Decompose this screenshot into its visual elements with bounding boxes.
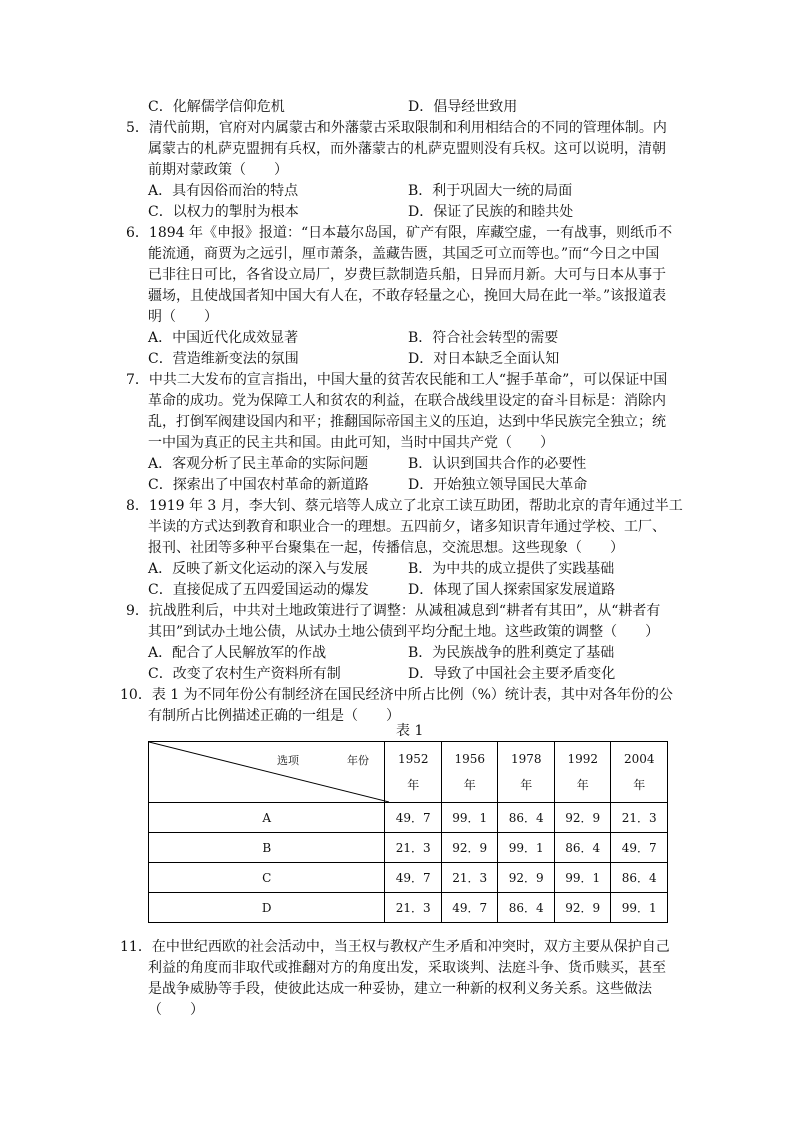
table-header-row — [149, 742, 668, 803]
q6-option-b: B．符合社会转型的需要 — [408, 330, 559, 346]
q6-option-c: C．营造维新变法的氛围 — [148, 351, 299, 367]
q11-stem-line-2: 利益的角度而非取代或推翻对方的角度出发，采取谈判、法庭斗争、货币赎买，甚至 — [148, 960, 666, 976]
header-option-label: 选项 — [277, 754, 299, 767]
q5-stem-line-1: 5．清代前期，官府对内属蒙古和外藩蒙古采取限制和利用相结合的不同的管理体制。内 — [126, 120, 667, 136]
q7-option-d: D．开始独立领导国民大革命 — [408, 477, 588, 493]
year-suffix: 年 — [407, 778, 420, 792]
table-cell: 86．4 — [554, 833, 611, 863]
table-cell: 99．1 — [611, 893, 668, 923]
row-label: B — [149, 833, 385, 863]
year-suffix: 年 — [520, 778, 533, 792]
year-suffix: 年 — [463, 778, 476, 792]
q8-option-c: C．直接促成了五四爱国运动的爆发 — [148, 582, 369, 598]
q6-stem-line-3: 已非往日可比，各省设立局厂，岁费巨款制造兵船，日异而月新。大可与日本从事于 — [148, 267, 666, 283]
q11-stem-line-4: （ ） — [148, 1002, 204, 1018]
q6-option-d: D．对日本缺乏全面认知 — [408, 351, 560, 367]
year-value: 1992 — [567, 752, 598, 766]
year-header-1956 — [441, 742, 498, 803]
q4-option-c: C．化解儒学信仰危机 — [148, 99, 285, 115]
year-value: 1978 — [510, 752, 542, 766]
q5-option-c: C．以权力的掣肘为根本 — [148, 204, 299, 220]
table-cell: 92．9 — [441, 833, 498, 863]
year-suffix: 年 — [633, 778, 646, 792]
table-cell: 21．3 — [385, 833, 442, 863]
q6-stem-line-1: 6．1894 年《申报》报道：“日本蕞尔岛国，矿产有限，库藏空虚，一有战事，则纸币不 — [126, 225, 673, 241]
q5-option-a: A．具有因俗而治的特点 — [148, 183, 299, 199]
q10-stem-line-1: 10．表 1 为不同年份公有制经济在国民经济中所占比例（%）统计表，其中对各年份的公 — [120, 687, 673, 703]
table-cell: 92．9 — [554, 893, 611, 923]
year-header-1952 — [385, 742, 442, 803]
table-cell: 49．7 — [385, 803, 442, 833]
table-cell: 86．4 — [498, 893, 555, 923]
year-value: 1956 — [454, 752, 485, 766]
row-label: D — [149, 893, 385, 923]
q10-stem-line-2: 有制所占比例描述正确的一组是（ ） — [148, 708, 400, 724]
q9-stem-line-1: 9．抗战胜利后，中共对土地政策进行了调整：从减租减息到“耕者有其田”，从“耕者有 — [126, 603, 661, 619]
q9-option-b: B．为民族战争的胜利奠定了基础 — [408, 645, 615, 661]
table-cell: 86．4 — [498, 803, 555, 833]
table-cell: 99．1 — [441, 803, 498, 833]
q9-option-c: C．改变了农村生产资料所有制 — [148, 666, 341, 682]
q5-stem-line-2: 属蒙古的札萨克盟拥有兵权，而外藩蒙古的札萨克盟则没有兵权。这可以说明，清朝 — [148, 141, 666, 157]
table-cell: 86．4 — [611, 863, 668, 893]
table-cell: 99．1 — [498, 833, 555, 863]
q8-option-d: D．体现了国人探索国家发展道路 — [408, 582, 616, 598]
q8-option-b: B．为中共的成立提供了实践基础 — [408, 561, 615, 577]
q7-stem-line-2: 革命的成功。党为保障工人和贫农的利益，在联合战线里设定的奋斗目标是：消除内 — [148, 393, 666, 409]
table-cell: 99．1 — [554, 863, 611, 893]
year-header-1992 — [554, 742, 611, 803]
q5-option-d: D．保证了民族的和睦共处 — [408, 204, 574, 220]
table-cell: 21．3 — [385, 893, 442, 923]
table-cell: 49．7 — [611, 833, 668, 863]
q4-option-d: D．倡导经世致用 — [408, 99, 518, 115]
diagonal-line — [149, 742, 389, 802]
q11-stem-line-1: 11．在中世纪西欧的社会活动中，当王权与教权产生矛盾和冲突时，双方主要从保护自己 — [120, 939, 670, 955]
q7-option-b: B．认识到国共合作的必要性 — [408, 456, 587, 472]
q7-stem-line-1: 7．中共二大发布的宣言指出，中国大量的贫苦农民能和工人“握手革命”，可以保证中国 — [126, 372, 668, 388]
year-value: 2004 — [623, 752, 655, 766]
q9-option-d: D．导致了中国社会主要矛盾变化 — [408, 666, 616, 682]
q6-option-a: A．中国近代化成效显著 — [148, 330, 299, 346]
q7-option-c: C．探索出了中国农村革命的新道路 — [148, 477, 369, 493]
table-cell: 49．7 — [385, 863, 442, 893]
q11-stem-line-3: 是战争威胁等手段，使彼此达成一种妥协，建立一种新的权利义务关系。这些做法 — [148, 981, 652, 997]
statistics-table — [148, 741, 668, 923]
table-row — [149, 863, 668, 893]
row-label: C — [149, 863, 385, 893]
q9-option-a: A．配合了人民解放军的作战 — [148, 645, 327, 661]
q8-stem-line-3: 报刊、社团等多种平台聚集在一起，传播信息，交流思想。这些现象（ ） — [148, 540, 624, 556]
table-cell: 92．9 — [498, 863, 555, 893]
year-value: 1952 — [397, 752, 429, 766]
table-cell: 49．7 — [441, 893, 498, 923]
q8-stem-line-1: 8．1919 年 3 月，李大钊、蔡元培等人成立了北京工读互助团，帮助北京的青年通过半工 — [126, 498, 683, 514]
row-label: A — [149, 803, 385, 833]
table-cell: 21．3 — [611, 803, 668, 833]
q8-option-a: A．反映了新文化运动的深入与发展 — [148, 561, 369, 577]
q7-option-a: A．客观分析了民主革命的实际问题 — [148, 456, 369, 472]
q5-option-b: B．利于巩固大一统的局面 — [408, 183, 573, 199]
q6-stem-line-2: 能流通，商贾为之远引，厘市萧条，盖藏告匮，其国乏可立而等也。”而“今日之中国 — [148, 246, 660, 262]
table-cell: 21．3 — [441, 863, 498, 893]
q6-stem-line-4: 疆场，且使战国者知中国大有人在，不敢存轻量之心，挽回大局在此一举。”该报道表 — [148, 288, 667, 304]
table-row — [149, 833, 668, 863]
table-caption: 表 1 — [396, 723, 424, 739]
q6-stem-line-5: 明（ ） — [148, 309, 218, 325]
table-row — [149, 893, 668, 923]
year-suffix: 年 — [576, 778, 589, 792]
year-header-2004 — [611, 742, 668, 803]
diagonal-header-cell — [149, 742, 385, 803]
header-year-label: 年份 — [347, 754, 369, 767]
table-row — [149, 803, 668, 833]
q8-stem-line-2: 半读的方式达到教育和职业合一的理想。五四前夕，诸多知识青年通过学校、工厂、 — [148, 519, 666, 535]
table-cell: 92．9 — [554, 803, 611, 833]
q7-stem-line-4: 一中国为真正的民主共和国。由此可知，当时中国共产党（ ） — [148, 435, 554, 451]
q5-stem-line-3: 前期对蒙政策（ ） — [148, 162, 288, 178]
q9-stem-line-2: 其田”到试办土地公债，从试办土地公债到平均分配土地。这些政策的调整（ ） — [148, 624, 660, 640]
q7-stem-line-3: 乱，打倒军阀建设国内和平；推翻国际帝国主义的压迫，达到中华民族完全独立；统 — [148, 414, 666, 430]
year-header-1978 — [498, 742, 555, 803]
